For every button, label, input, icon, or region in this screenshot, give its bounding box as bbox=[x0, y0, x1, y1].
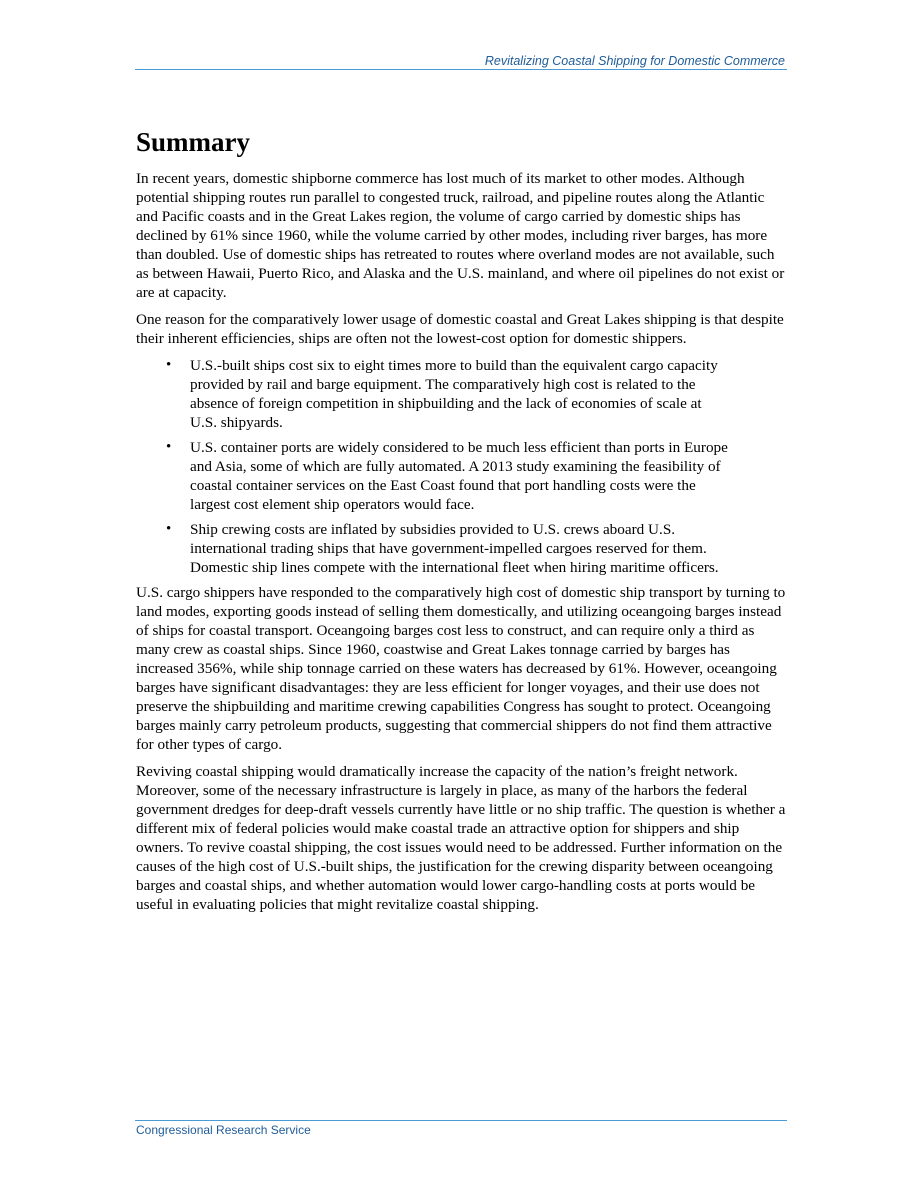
bullet-icon: • bbox=[166, 439, 172, 455]
footer-divider bbox=[135, 1120, 787, 1121]
summary-section bbox=[136, 124, 786, 922]
section-heading: Summary bbox=[136, 127, 250, 157]
header-divider bbox=[135, 69, 787, 70]
list-item bbox=[136, 438, 730, 514]
paragraph-3: U.S. cargo shippers have responded to the comparatively high cost of domestic ship transport by turning to land modes, exporting goods instead of selling them domestically, and utilizing oceangoing barges instead of ships for coastal transport. Oceangoing barges cost less to construct, and can require only a third as many crew as coastal ships. Since 1960, coastwise and Great Lakes tonnage carried by barges has increased 356%, while ship tonnage carried on these waters has decreased by 61%. However, oceangoing barges have significant disadvantages: they are less efficient for longer voyages, and their use does not preserve the shipbuilding and maritime crewing capabilities Congress has sought to protect. Oceangoing barges mainly carry petroleum products, suggesting that commercial shippers do not find them attractive for other types of cargo. bbox=[136, 584, 786, 753]
list-item bbox=[136, 520, 730, 577]
list-item bbox=[136, 356, 730, 432]
paragraph-1: In recent years, domestic shipborne commerce has lost much of its market to other modes. Although potential shipping routes run parallel to congested truck, railroad, and pipeline routes along the Atlantic and Pacific coasts and in the Great Lakes region, the volume of cargo carried by domestic ships has declined by 61% since 1960, while the volume carried by other modes, including river barges, has more than doubled. Use of domestic ships has retreated to routes where overland modes are not available, such as between Hawaii, Puerto Rico, and Alaska and the U.S. mainland, and where oil pipelines do not exist or are at capacity. bbox=[136, 170, 785, 301]
list-item-text: Ship crewing costs are inflated by subsidies provided to U.S. crews aboard U.S. international trading ships that have government-impelled cargoes reserved for them. Domestic ship lines compete with the international fleet when hiring maritime officers. bbox=[190, 521, 719, 576]
paragraph-2: One reason for the comparatively lower usage of domestic coastal and Great Lakes shipping is that despite their inherent efficiencies, ships are often not the lowest-cost option for domestic shippers. bbox=[136, 311, 784, 347]
list-item-text: U.S.-built ships cost six to eight times more to build than the equivalent cargo capacity provided by rail and barge equipment. The comparatively high cost is related to the absence of foreign competition in shipbuilding and the lack of economies of scale at U.S. shipyards. bbox=[190, 357, 718, 431]
bullet-icon: • bbox=[166, 521, 172, 537]
list-item-text: U.S. container ports are widely considered to be much less efficient than ports in Europe and Asia, some of which are fully automated. A 2013 study examining the feasibility of coastal container services on the East Coast found that port handling costs were the largest cost element ship operators would face. bbox=[190, 439, 728, 513]
footer-source: Congressional Research Service bbox=[136, 1123, 311, 1137]
paragraph-4: Reviving coastal shipping would dramatically increase the capacity of the nation’s freight network. Moreover, some of the necessary infrastructure is largely in place, as many of the harbors the federal government dredges for deep-draft vessels currently have little or no ship traffic. The question is whether a different mix of federal policies would make coastal trade an attractive option for shippers and ship owners. To revive coastal shipping, the cost issues would need to be addressed. Further information on the causes of the high cost of U.S.-built ships, the justification for the crewing disparity between oceangoing barges and coastal ships, and whether automation would lower cargo-handling costs at ports would be useful in evaluating policies that might revitalize coastal shipping. bbox=[136, 763, 786, 913]
bullet-icon: • bbox=[166, 357, 172, 373]
cost-factors-list bbox=[136, 356, 786, 577]
running-header-title: Revitalizing Coastal Shipping for Domestic Commerce bbox=[484, 54, 785, 68]
